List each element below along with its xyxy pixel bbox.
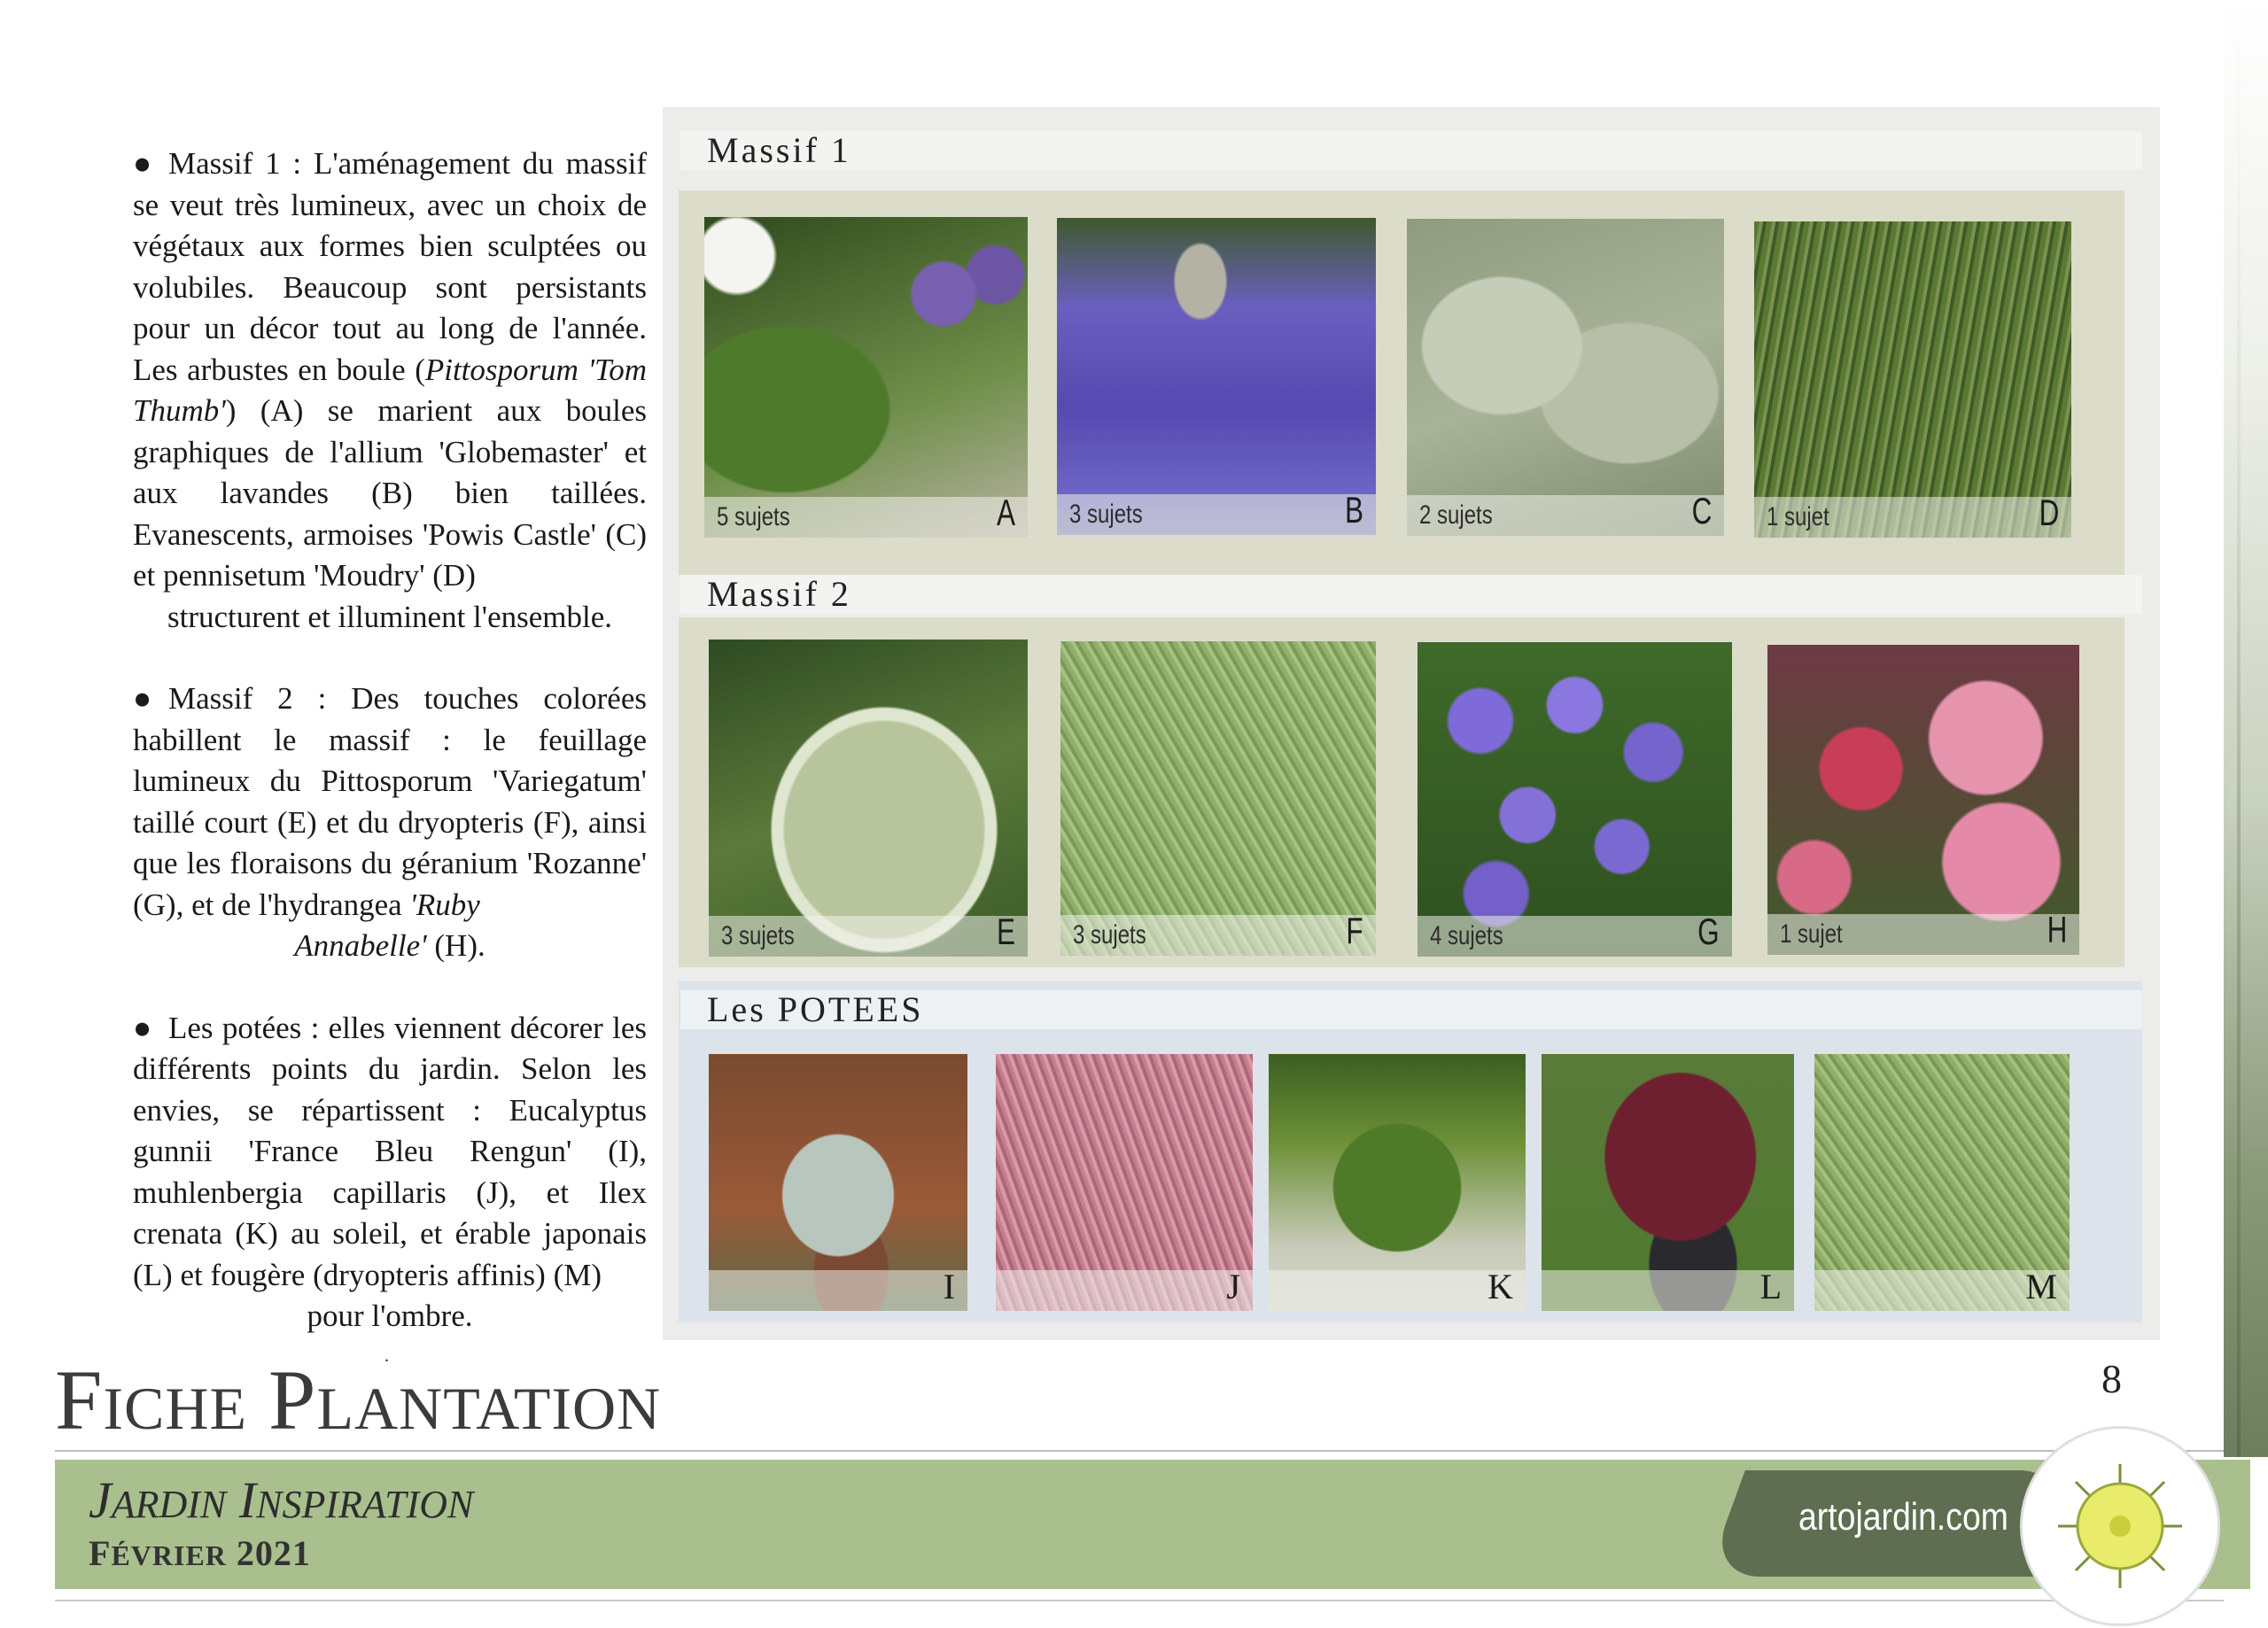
plant-photo-l [1542, 1054, 1794, 1311]
plant-letter: D [2039, 492, 2059, 533]
subject-count: 1 sujet [1767, 502, 1829, 531]
subject-count: 3 sujets [1069, 500, 1143, 529]
plant-photo-h [1767, 645, 2079, 955]
paragraph-last-line: Annabelle' (H). [294, 928, 485, 963]
subject-count: 4 sujets [1430, 921, 1503, 950]
plant-letter: E [996, 911, 1015, 952]
plant-photo-m [1814, 1054, 2070, 1311]
project-name: JARDIN INSPIRATION [89, 1471, 474, 1529]
description-column [133, 143, 647, 1378]
plant-letter: I [943, 1267, 955, 1306]
decorative-side-line [2237, 0, 2241, 1457]
subject-count: 2 sujets [1419, 500, 1493, 530]
paragraph-last-line: structurent et illuminent l'ensemble. [167, 599, 612, 634]
section-title-potees: Les POTEES [680, 990, 2142, 1029]
footer-rule-top [55, 1450, 2224, 1452]
plant-photo-c [1407, 219, 1724, 536]
plant-letter: H [2047, 909, 2067, 950]
plant-letter: F [1346, 910, 1363, 951]
caption-band [996, 1270, 1253, 1311]
project-date: FÉVRIER 2021 [89, 1533, 311, 1573]
subject-count: 5 sujets [717, 502, 790, 531]
plant-letter: J [1226, 1267, 1240, 1306]
paragraph-potees: ● Les potées : elles viennent décorer les différents points du jardin. Selon les envies, se répartissent : Eucalyptus gunnii 'France Bleu Rengun' (I), muhlenbergia capillaris (J), et Ilex crenata (K) au soleil, et érable japonais (L) et fougère (dryopteris affinis) (M) pour l'ombre. [133, 1008, 647, 1337]
plant-photo-g [1418, 642, 1732, 957]
bullet-icon: ● [133, 1010, 152, 1045]
plant-letter: C [1691, 490, 1712, 531]
brand-website: artojardin.com [1798, 1495, 2008, 1539]
caption-band [709, 1270, 967, 1311]
bullet-icon: ● [133, 681, 152, 716]
plant-photo-f [1060, 641, 1376, 956]
plant-photo-b [1057, 218, 1376, 535]
plant-letter: L [1759, 1267, 1782, 1306]
bullet-icon: ● [133, 146, 152, 181]
section-title-massif-1: Massif 1 [680, 131, 2142, 170]
plant-photo-k [1269, 1054, 1526, 1311]
plant-photo-e [709, 640, 1028, 957]
sun-flower-logo-icon [2020, 1426, 2220, 1626]
document-title: FICHE PLANTATION [55, 1353, 662, 1447]
plant-photo-a [704, 217, 1028, 538]
stray-dot: . [384, 1346, 389, 1366]
footer-rule-bottom [55, 1600, 2224, 1601]
paragraph-massif-2: ● Massif 2 : Des touches colorées habillent le massif : le feuillage lumineux du Pittosporum 'Variegatum' taillé court (E) et du dryopteris (F), ainsi que les floraisons du géranium 'Rozanne' (G), et de l'hydrangea 'Ruby Annabelle' (H). [133, 678, 647, 967]
plant-letter: K [1487, 1267, 1513, 1306]
plant-letter: M [2025, 1267, 2057, 1306]
plant-letter: A [996, 492, 1015, 533]
plant-photo-d [1754, 221, 2071, 538]
paragraph-massif-1: ● Massif 1 : L'aménagement du massif se veut très lumineux, avec un choix de végétaux aux formes bien sculptées ou volubiles. Beaucoup sont persistants pour un décor tout au long de l'année. Les arbustes en boule (Pittosporum 'Tom Thumb') (A) se marient aux boules graphiques de l'allium 'Globemaster' et aux lavandes (B) bien taillées. Evanescents, armoises 'Powis Castle' (C) et pennisetum 'Moudry' (D) structurent et illuminent l'ensemble. [133, 143, 647, 638]
plant-photo-j [996, 1054, 1253, 1311]
decorative-side-gradient [2224, 0, 2268, 1457]
subject-count: 3 sujets [721, 921, 795, 950]
plant-letter: B [1344, 489, 1363, 531]
section-title-massif-2: Massif 2 [680, 575, 2142, 614]
caption-band [1542, 1270, 1794, 1311]
page-number: 8 [2101, 1356, 2122, 1401]
paragraph-last-line: pour l'ombre. [307, 1299, 473, 1333]
plant-photo-i [709, 1054, 967, 1311]
plant-letter: G [1697, 911, 1720, 952]
subject-count: 1 sujet [1780, 919, 1843, 949]
subject-count: 3 sujets [1073, 920, 1146, 950]
